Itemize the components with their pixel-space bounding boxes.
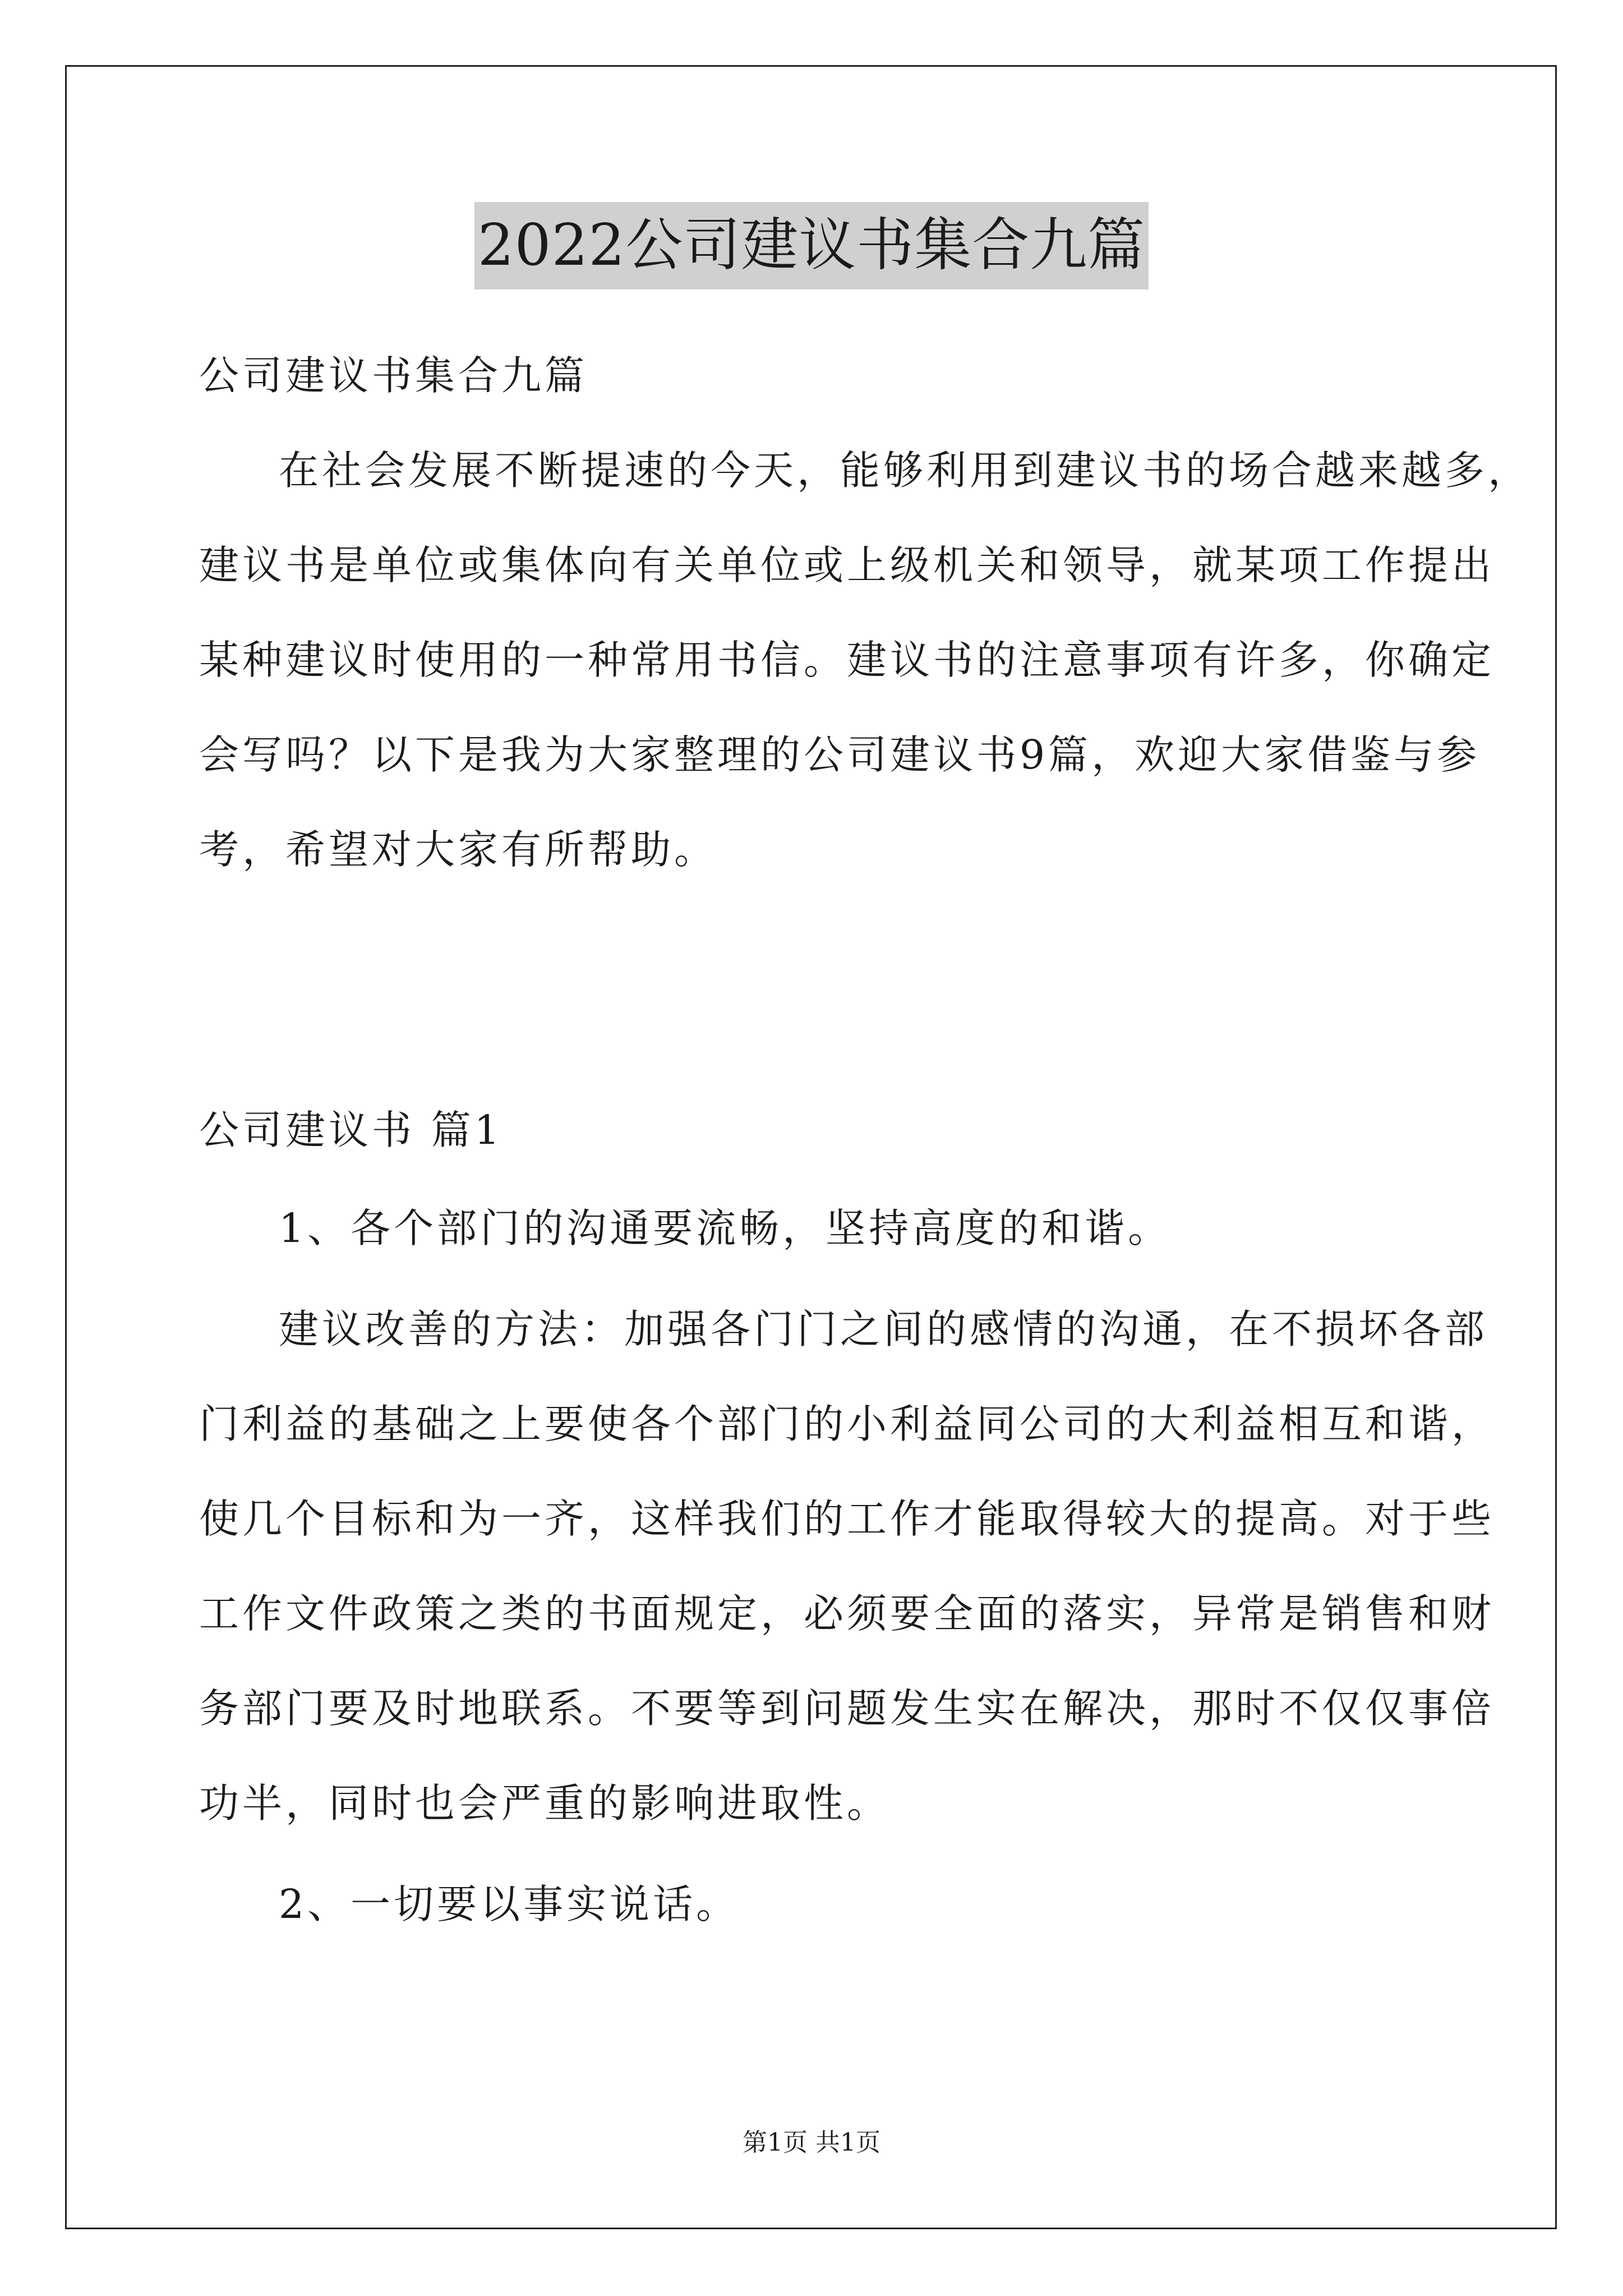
paragraph-line: 工作文件政策之类的书面规定，必须要全面的落实，异常是销售和财 <box>199 1590 1495 1637</box>
paragraph-line: 会写吗？以下是我为大家整理的公司建议书9篇，欢迎大家借鉴与参 <box>199 731 1481 778</box>
document-title: 2022公司建议书集合九篇 <box>474 202 1149 289</box>
paragraph-line: 建议改善的方法：加强各门门之间的感情的沟通，在不损坏各部 <box>279 1306 1488 1352</box>
paragraph-line: 在社会发展不断提速的今天，能够利用到建议书的场合越来越多， <box>279 447 1532 494</box>
subtitle-line: 公司建议书集合九篇 <box>199 352 588 399</box>
paragraph-line: 门利益的基础之上要使各个部门的小利益同公司的大利益相互和谐， <box>199 1401 1495 1447</box>
paragraph-line: 建议书是单位或集体向有关单位或上级机关和领导，就某项工作提出 <box>199 542 1495 588</box>
section-heading: 公司建议书 篇1 <box>199 1107 503 1153</box>
paragraph-line: 功半，同时也会严重的影响进取性。 <box>199 1780 891 1826</box>
paragraph-line: 某种建议时使用的一种常用书信。建议书的注意事项有许多，你确定 <box>199 637 1495 683</box>
paragraph-line: 2、一切要以事实说话。 <box>279 1881 740 1927</box>
paragraph-line: 考，希望对大家有所帮助。 <box>199 826 718 873</box>
paragraph-line: 务部门要及时地联系。不要等到问题发生实在解决，那时不仅仅事倍 <box>199 1685 1495 1732</box>
paragraph-line: 使几个目标和为一齐，这样我们的工作才能取得较大的提高。对于些 <box>199 1496 1495 1542</box>
page-number: 第1页 共1页 <box>743 2128 880 2157</box>
title-container <box>0 202 1623 289</box>
paragraph-line: 1、各个部门的沟通要流畅，坚持高度的和谐。 <box>279 1205 1172 1251</box>
